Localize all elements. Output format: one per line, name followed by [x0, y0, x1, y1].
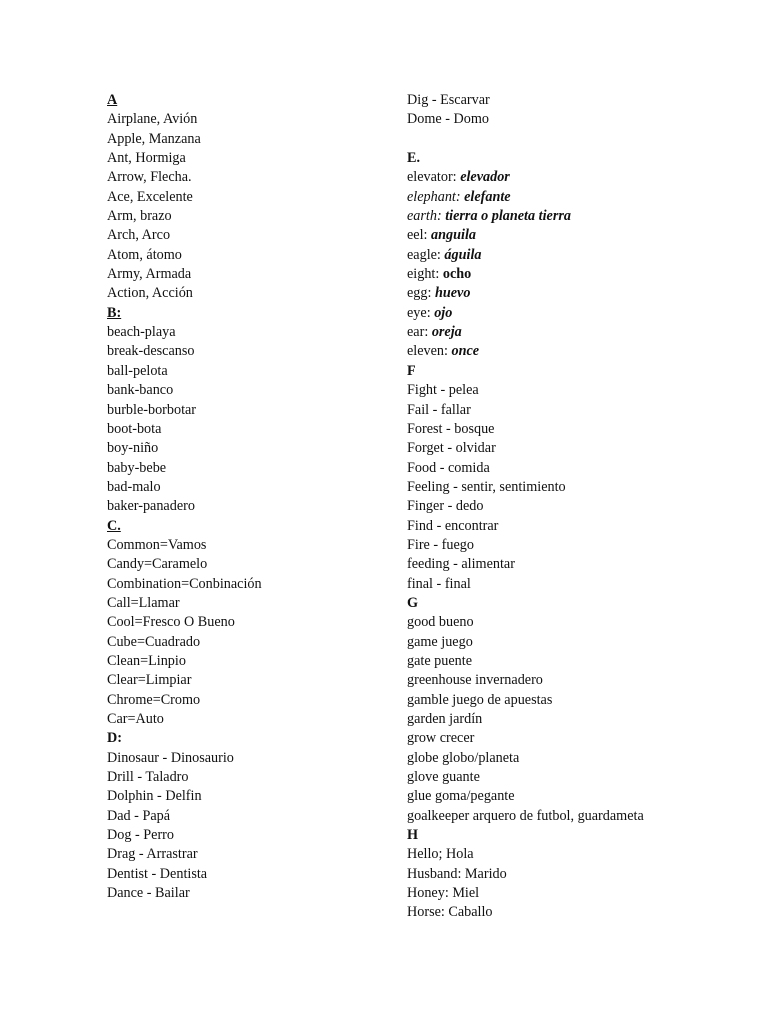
list-item: Horse: Caballo	[407, 904, 493, 921]
list-item: Combination=Conbinación	[107, 575, 262, 592]
list-item: Apple, Manzana	[107, 130, 201, 147]
section-heading-g: G	[407, 594, 419, 611]
list-item: Drill - Taladro	[107, 769, 189, 786]
list-item: beach-playa	[107, 324, 176, 341]
list-item	[407, 304, 747, 323]
list-item: boot-bota	[107, 420, 162, 437]
translation: anguila	[431, 227, 476, 244]
list-item: baby-bebe	[107, 459, 167, 476]
term: earth:	[407, 208, 442, 225]
list-item: game juego	[407, 633, 473, 650]
list-item: Drag - Arrastrar	[107, 846, 198, 863]
list-item: ball-pelota	[107, 362, 168, 379]
term: eleven:	[407, 343, 448, 360]
list-item: Action, Acción	[107, 285, 193, 302]
list-item: Finger - dedo	[407, 498, 484, 515]
list-item: Dog - Perro	[107, 827, 174, 844]
translation: elevador	[460, 169, 510, 186]
spacer	[407, 130, 747, 149]
section-heading-c: C.	[107, 517, 121, 534]
section-heading-e: E.	[407, 150, 421, 167]
section-heading-f: F	[407, 362, 416, 379]
list-item: Airplane, Avión	[107, 111, 198, 128]
list-item: Army, Armada	[107, 266, 192, 283]
list-item: gate puente	[407, 652, 472, 669]
list-item: garden jardín	[407, 711, 483, 727]
list-item: Atom, átomo	[107, 246, 182, 263]
list-item: Ace, Excelente	[107, 188, 193, 205]
list-item	[407, 168, 747, 187]
list-item: Cube=Cuadrado	[107, 633, 201, 650]
list-item: Forget - olvidar	[407, 440, 496, 457]
list-item: Common=Vamos	[107, 536, 207, 553]
list-item: Arm, brazo	[107, 208, 172, 225]
section-heading-b: B:	[107, 304, 122, 321]
translation: oreja	[431, 324, 462, 341]
list-item: Candy=Caramelo	[107, 556, 208, 573]
list-item	[407, 207, 747, 226]
list-item: Fail - fallar	[407, 401, 471, 418]
list-item	[407, 323, 747, 342]
list-item: Call=Llamar	[107, 594, 180, 611]
section-heading-a: A	[107, 92, 118, 108]
translation: once	[451, 343, 480, 360]
section-heading-d: D:	[107, 730, 122, 747]
translation: huevo	[434, 285, 471, 302]
left-column	[107, 91, 387, 903]
list-item: globe globo/planeta	[407, 749, 520, 766]
list-item: Dig - Escarvar	[407, 92, 490, 108]
list-item: Dance - Bailar	[107, 885, 190, 902]
right-column	[407, 91, 747, 923]
term: eagle:	[407, 246, 441, 263]
list-item: burble-borbotar	[107, 401, 197, 418]
list-item: break-descanso	[107, 343, 195, 360]
term: ear:	[407, 324, 429, 341]
term: elephant:	[407, 188, 461, 205]
list-item: gamble juego de apuestas	[407, 691, 553, 708]
list-item: greenhouse invernadero	[407, 672, 543, 689]
list-item: final - final	[407, 575, 471, 592]
list-item: good bueno	[407, 614, 474, 631]
translation: ocho	[442, 266, 472, 283]
list-item: Dolphin - Delfin	[107, 788, 202, 805]
list-item: Clear=Limpiar	[107, 672, 192, 689]
list-item: grow crecer	[407, 730, 475, 747]
list-item: Fire - fuego	[407, 536, 474, 553]
list-item: Arrow, Flecha.	[107, 169, 192, 186]
list-item: Chrome=Cromo	[107, 691, 201, 708]
section-heading-h: H	[407, 827, 419, 844]
list-item: glue goma/pegante	[407, 788, 515, 805]
list-item: Find - encontrar	[407, 517, 499, 534]
list-item	[407, 226, 747, 245]
list-item	[407, 342, 747, 361]
list-item: Car=Auto	[107, 711, 164, 727]
list-item	[407, 188, 747, 207]
term: egg:	[407, 285, 432, 302]
term: eel:	[407, 227, 428, 244]
translation: elefante	[464, 188, 511, 205]
list-item: feeding - alimentar	[407, 556, 515, 573]
translation: ojo	[434, 304, 453, 321]
list-item: glove guante	[407, 769, 480, 786]
term: eight:	[407, 266, 440, 283]
list-item: Forest - bosque	[407, 420, 495, 437]
list-item: Dinosaur - Dinosaurio	[107, 749, 234, 766]
list-item: goalkeeper arquero de futbol, guardameta	[407, 807, 644, 824]
list-item: Husband: Marido	[407, 865, 507, 882]
term: eye:	[407, 304, 431, 321]
list-item	[407, 246, 747, 265]
translation: tierra o planeta tierra	[445, 208, 571, 225]
translation: águila	[444, 246, 482, 263]
list-item: Dad - Papá	[107, 807, 171, 824]
term: elevator:	[407, 169, 457, 186]
list-item: Ant, Hormiga	[107, 150, 186, 167]
list-item: Cool=Fresco O Bueno	[107, 614, 235, 631]
list-item: Clean=Linpio	[107, 652, 186, 669]
list-item: boy-niño	[107, 440, 159, 457]
list-item: bad-malo	[107, 478, 161, 495]
list-item: baker-panadero	[107, 498, 195, 515]
list-item: Fight - pelea	[407, 382, 479, 399]
list-item: Food - comida	[407, 459, 490, 476]
list-item	[407, 265, 747, 284]
list-item: Arch, Arco	[107, 227, 171, 244]
list-item: Dentist - Dentista	[107, 865, 208, 882]
list-item	[407, 284, 747, 303]
list-item: Hello; Hola	[407, 846, 474, 863]
list-item: Dome - Domo	[407, 111, 489, 128]
list-item: Feeling - sentir, sentimiento	[407, 478, 566, 495]
list-item: Honey: Miel	[407, 885, 480, 902]
list-item: bank-banco	[107, 382, 174, 399]
